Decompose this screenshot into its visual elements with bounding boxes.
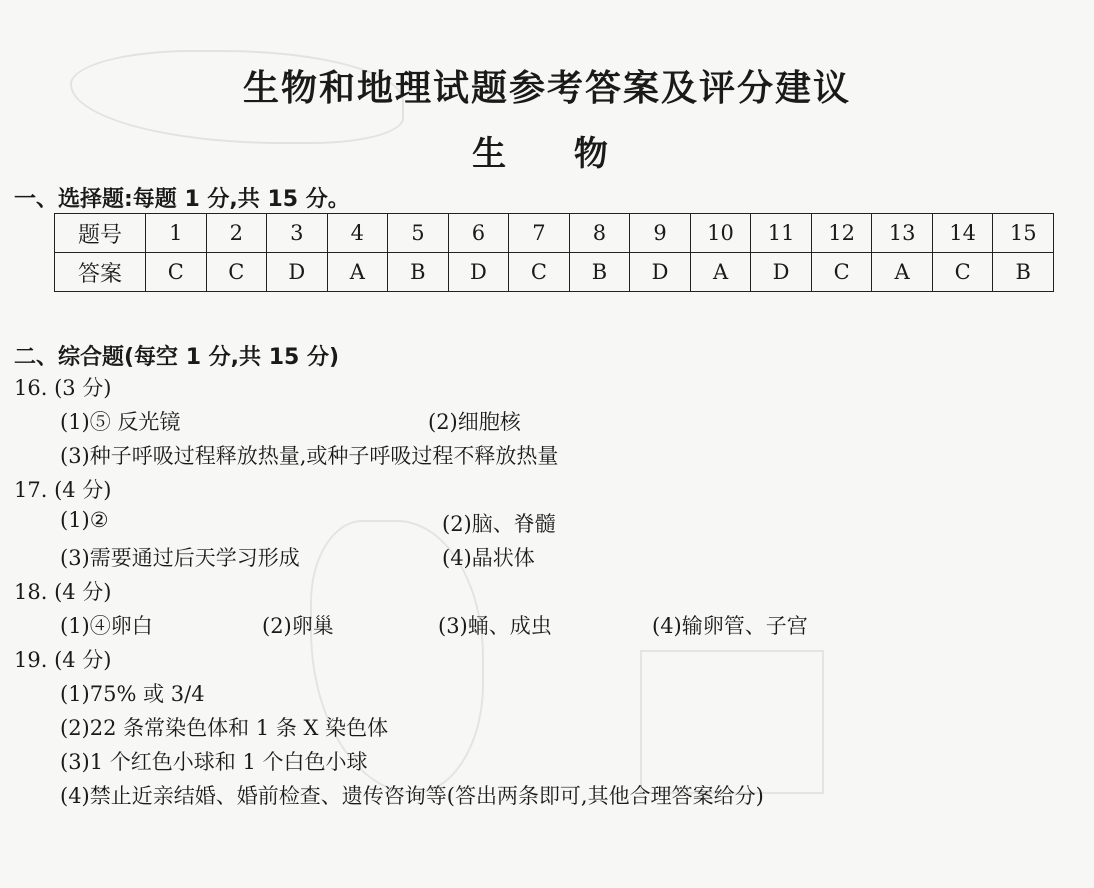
page-subtitle: 生 物 bbox=[472, 134, 636, 174]
table-cell-number: 15 bbox=[993, 214, 1054, 253]
table-cell-number: 5 bbox=[388, 214, 449, 253]
table-cell-number: 4 bbox=[327, 214, 388, 253]
table-cell-answer: D bbox=[267, 253, 328, 292]
question-18-answer-1: (1)④卵白 bbox=[60, 614, 153, 638]
table-cell-number: 6 bbox=[448, 214, 509, 253]
table-cell-number: 14 bbox=[932, 214, 993, 253]
table-cell-answer: D bbox=[630, 253, 691, 292]
question-16-title: 16. (3 分) bbox=[14, 376, 112, 400]
section2-heading: 二、综合题(每空 1 分,共 15 分) bbox=[14, 345, 340, 370]
table-cell-number: 10 bbox=[690, 214, 751, 253]
table-cell-answer: D bbox=[448, 253, 509, 292]
question-19-answer-4: (4)禁止近亲结婚、婚前检查、遗传咨询等(答出两条即可,其他合理答案给分) bbox=[60, 784, 764, 808]
bleed-through-chart-outline bbox=[640, 650, 824, 794]
table-cell-answer: C bbox=[932, 253, 993, 292]
table-cell-number: 13 bbox=[872, 214, 933, 253]
table-row-answers bbox=[55, 253, 1054, 292]
table-row-label: 题号 bbox=[55, 214, 146, 253]
table-cell-number: 7 bbox=[509, 214, 570, 253]
table-cell-answer: C bbox=[509, 253, 570, 292]
question-18-answer-4: (4)输卵管、子宫 bbox=[652, 614, 808, 638]
table-row-numbers bbox=[55, 214, 1054, 253]
question-18-answer-2: (2)卵巢 bbox=[262, 614, 334, 638]
question-17-answer-3: (3)需要通过后天学习形成 bbox=[60, 546, 300, 570]
table-cell-answer: B bbox=[388, 253, 449, 292]
table-cell-number: 2 bbox=[206, 214, 267, 253]
table-cell-answer: B bbox=[569, 253, 630, 292]
question-16-answer-2: (2)细胞核 bbox=[428, 410, 521, 434]
table-cell-answer: C bbox=[146, 253, 207, 292]
question-19-answer-1: (1)75% 或 3/4 bbox=[60, 682, 205, 706]
table-cell-answer: C bbox=[811, 253, 872, 292]
question-17-title: 17. (4 分) bbox=[14, 478, 112, 502]
table-cell-number: 1 bbox=[146, 214, 207, 253]
table-cell-number: 3 bbox=[267, 214, 328, 253]
question-17-answer-2: (2)脑、脊髓 bbox=[442, 512, 556, 536]
table-cell-answer: A bbox=[872, 253, 933, 292]
question-17-answer-4: (4)晶状体 bbox=[442, 546, 535, 570]
section1-heading: 一、选择题:每题 1 分,共 15 分。 bbox=[14, 187, 350, 212]
question-16-answer-3: (3)种子呼吸过程释放热量,或种子呼吸过程不释放热量 bbox=[60, 444, 559, 468]
answer-table bbox=[54, 213, 1054, 292]
table-cell-answer: D bbox=[751, 253, 812, 292]
question-19-title: 19. (4 分) bbox=[14, 648, 112, 672]
question-17-answer-1: (1)② bbox=[60, 508, 109, 532]
question-19-answer-2: (2)22 条常染色体和 1 条 X 染色体 bbox=[60, 716, 389, 740]
table-cell-answer: A bbox=[690, 253, 751, 292]
table-cell-number: 9 bbox=[630, 214, 691, 253]
question-19-answer-3: (3)1 个红色小球和 1 个白色小球 bbox=[60, 750, 368, 774]
question-18-title: 18. (4 分) bbox=[14, 580, 112, 604]
table-cell-answer: A bbox=[327, 253, 388, 292]
question-18-answer-3: (3)蛹、成虫 bbox=[438, 614, 552, 638]
question-16-answer-1: (1)⑤ 反光镜 bbox=[60, 410, 181, 434]
table-cell-number: 11 bbox=[751, 214, 812, 253]
table-cell-answer: B bbox=[993, 253, 1054, 292]
page-title: 生物和地理试题参考答案及评分建议 bbox=[242, 68, 851, 109]
table-cell-number: 8 bbox=[569, 214, 630, 253]
table-cell-number: 12 bbox=[811, 214, 872, 253]
table-row-label: 答案 bbox=[55, 253, 146, 292]
table-cell-answer: C bbox=[206, 253, 267, 292]
